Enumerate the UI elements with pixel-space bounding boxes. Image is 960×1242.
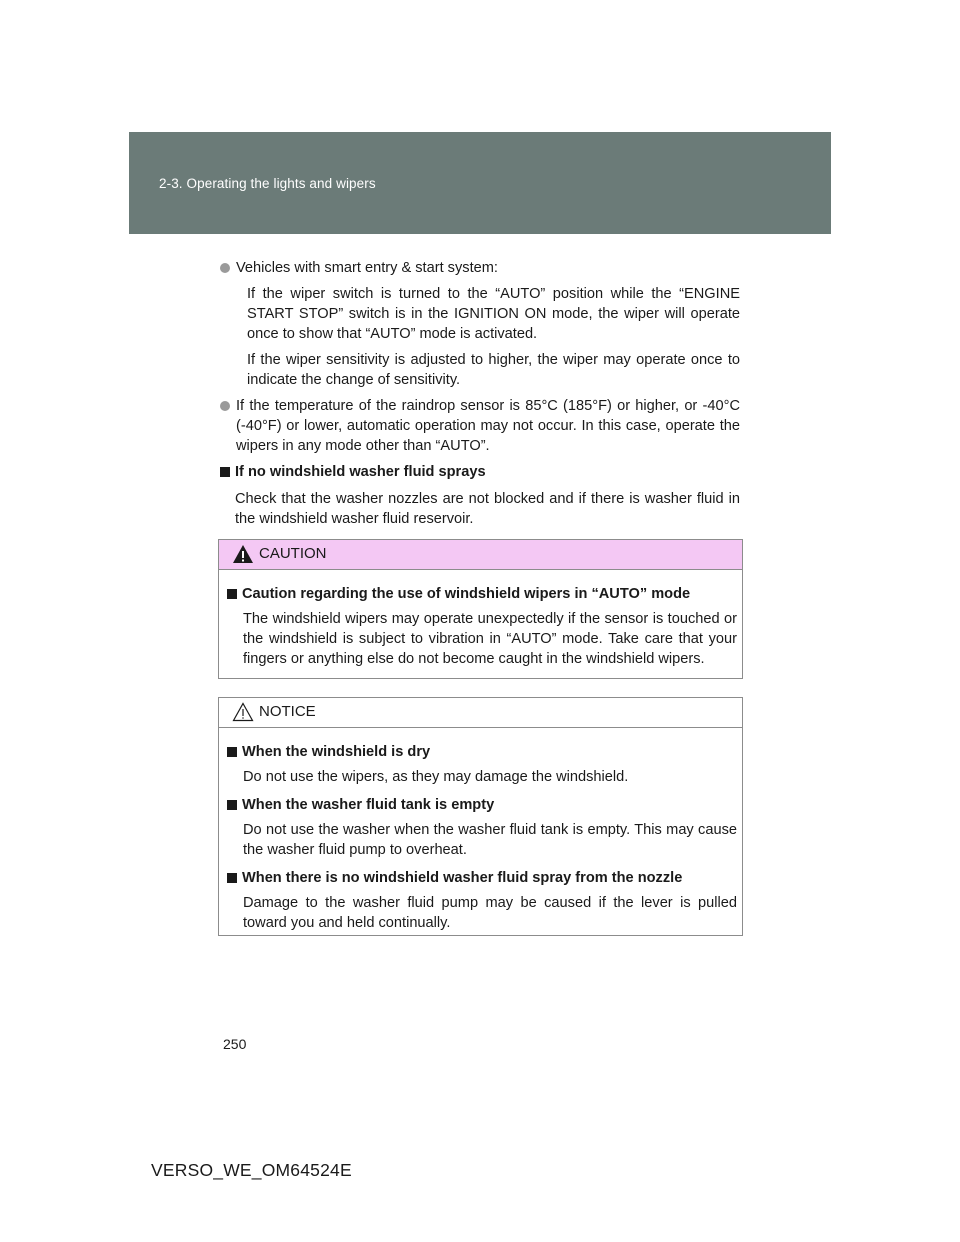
notice-heading [227, 795, 737, 815]
smart-entry-paragraph-1: If the wiper switch is turned to the “AUTO” position while the “ENGINE START STOP” switch is in the IGNITION ON mode, the wiper will operate once to show that “AUTO” mode is activated. [247, 286, 740, 342]
bullet-temperature [220, 396, 740, 456]
square-bullet-icon [227, 589, 237, 599]
notice-heading-text: When the washer fluid tank is empty [242, 797, 495, 813]
caution-header [219, 540, 742, 570]
caution-heading [227, 584, 737, 604]
square-bullet-icon [227, 873, 237, 883]
caution-body [219, 570, 742, 689]
bullet-text: If the temperature of the raindrop sensor is 85°C (185°F) or higher, or -40°C (-40°F) or lower, automatic operation may not occur. In this case, operate the wipers in any mode other than “AUTO”. [236, 398, 740, 454]
notice-text: Damage to the washer fluid pump may be caused if the lever is pulled toward you and held continually. [243, 895, 737, 931]
bullet-smart-entry [220, 258, 740, 278]
notice-box [218, 697, 743, 936]
section-title: 2-3. Operating the lights and wipers [159, 176, 376, 191]
warning-triangle-outline-icon [232, 702, 254, 722]
notice-header [219, 698, 742, 728]
square-bullet-icon [227, 747, 237, 757]
section-header-band [129, 132, 831, 234]
section-heading [220, 462, 740, 482]
notice-heading-text: When the windshield is dry [242, 744, 431, 760]
notice-title: NOTICE [259, 703, 316, 720]
page-number: 250 [223, 1036, 247, 1052]
warning-triangle-icon [232, 544, 254, 564]
square-bullet-icon [220, 467, 230, 477]
section-heading-text: If no windshield washer fluid sprays [235, 464, 486, 480]
caution-text: The windshield wipers may operate unexpectedly if the sensor is touched or the windshield is subject to vibration in “AUTO” mode. Take care that your fingers or anything else do not become caught in the windshield wipers. [243, 611, 737, 667]
notice-text: Do not use the washer when the washer fluid tank is empty. This may cause the washer fluid pump to overheat. [243, 822, 737, 858]
smart-entry-paragraph-2: If the wiper sensitivity is adjusted to higher, the wiper may operate once to indicate the change of sensitivity. [247, 352, 740, 388]
notice-body [219, 728, 742, 953]
notice-text: Do not use the wipers, as they may damage the windshield. [243, 769, 629, 785]
bullet-dot-icon [220, 263, 230, 273]
document-code: VERSO_WE_OM64524E [151, 1160, 352, 1180]
bullet-text: Vehicles with smart entry & start system: [236, 260, 498, 276]
section-body: Check that the washer nozzles are not blocked and if there is washer fluid in the windshield washer fluid reservoir. [235, 491, 740, 527]
bullet-dot-icon [220, 401, 230, 411]
main-content [220, 258, 740, 535]
caution-box [218, 539, 743, 679]
notice-heading [227, 742, 737, 762]
notice-heading [227, 868, 737, 888]
caution-title: CAUTION [259, 545, 327, 562]
square-bullet-icon [227, 800, 237, 810]
notice-heading-text: When there is no windshield washer fluid spray from the nozzle [242, 870, 683, 886]
caution-heading-text: Caution regarding the use of windshield wipers in “AUTO” mode [242, 586, 691, 602]
